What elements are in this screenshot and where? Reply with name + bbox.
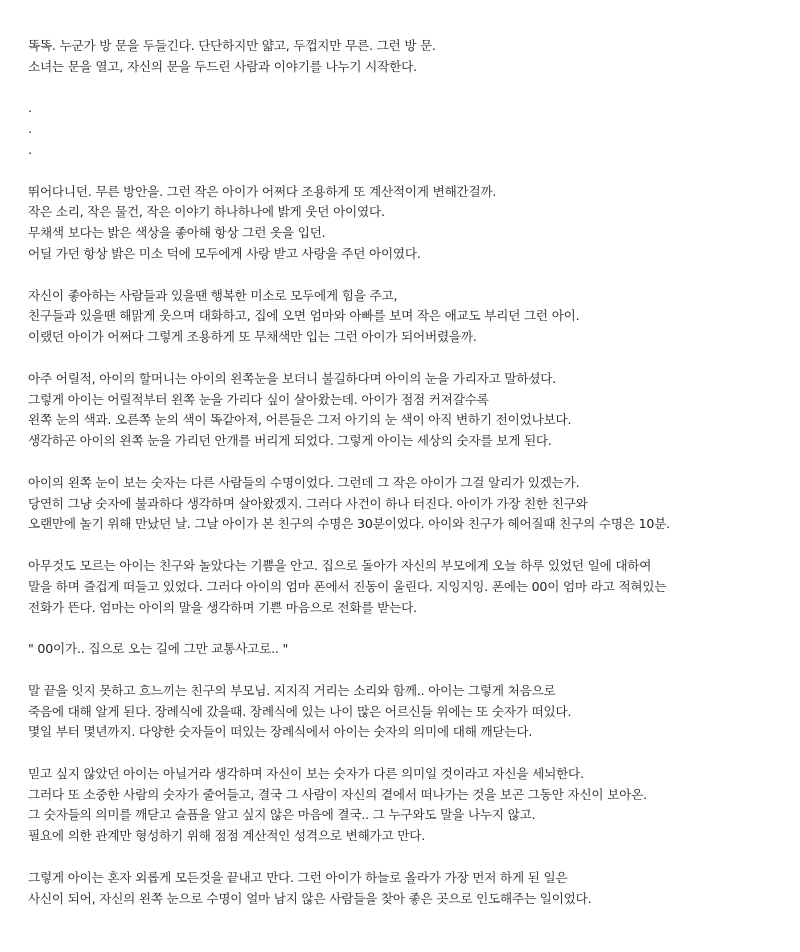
text-line: 아무것도 모르는 아이는 친구와 놀았다는 기쁨을 안고. 집으로 돌아가 자신의 부모에게 오늘 하루 있었던 일에 대하여 <box>28 557 652 573</box>
quote-line: " 00이가.. 집으로 오는 길에 그만 교통사고로.. " <box>28 641 289 657</box>
document-body <box>28 36 788 930</box>
text-line: 말을 하며 즐겁게 떠들고 있었다. 그러다 아이의 엄마 폰에서 진동이 울린다. 지잉지잉. 폰에는 00이 엄마 라고 적혀있는 <box>28 578 667 594</box>
text-line: 몇일 부터 몇년까지. 다양한 숫자들이 떠있는 장례식에서 아이는 숫자의 의미에 대해 깨닫는다. <box>28 724 533 740</box>
dialogue-quote <box>28 639 788 660</box>
dot-line: . <box>28 141 32 157</box>
dot-line: . <box>28 121 32 137</box>
text-line: 필요에 의한 관계만 형성하기 위해 점점 계산적인 성격으로 변해가고 만다. <box>28 828 425 844</box>
text-line: 그 숫자들의 의미를 깨닫고 슬픔을 알고 싶지 않은 마음에 결국.. 그 누구와도 말을 나누지 않고. <box>28 807 536 823</box>
dot-line: . <box>28 100 32 116</box>
text-line: 당연히 그냥 숫자에 불과하다 생각하며 살아왔겠지. 그러다 사건이 하나 터진다. 아이가 가장 친한 친구와 <box>28 495 588 511</box>
text-line: 아주 어릴적, 아이의 할머니는 아이의 왼쪽눈을 보더니 불길하다며 아이의 눈을 가리자고 말하셨다. <box>28 370 557 386</box>
paragraph-1 <box>28 36 788 78</box>
text-line: 아이의 왼쪽 눈이 보는 숫자는 다른 사람들의 수명이었다. 그런데 그 작은 아이가 그걸 알리가 있겠는가. <box>28 474 580 490</box>
text-line: 전화가 뜬다. 엄마는 아이의 말을 생각하며 기쁜 마음으로 전화를 받는다. <box>28 599 417 615</box>
text-line: 그렇게 아이는 어릴적부터 왼쪽 눈을 가리다 싶이 살아왔는데. 아이가 점점 커져갈수록 <box>28 391 489 407</box>
text-line: 그렇게 아이는 혼자 외롭게 모든것을 끝내고 만다. 그런 아이가 하늘로 올라가 가장 먼저 하게 된 일은 <box>28 869 568 885</box>
ellipsis-separator <box>28 98 788 160</box>
text-line: 왼쪽 눈의 색과. 오른쪽 눈의 색이 똑같아져, 어른들은 그저 아기의 눈 색이 아직 변하기 전이었나보다. <box>28 412 572 428</box>
text-line: 똑똑. 누군가 방 문을 두들긴다. 단단하지만 얇고, 두껍지만 무른. 그런 방 문. <box>28 38 436 53</box>
text-line: 어딜 가던 항상 밝은 미소 덕에 모두에게 사랑 받고 사랑을 주던 아이였다. <box>28 245 421 261</box>
paragraph-7 <box>28 681 788 743</box>
paragraph-5 <box>28 473 788 535</box>
text-line: 친구들과 있을땐 해맑게 웃으며 대화하고, 집에 오면 엄마와 아빠를 보며 작은 애교도 부리던 그런 아이. <box>28 308 580 324</box>
text-line: 무채색 보다는 밝은 색상을 좋아해 항상 그런 옷을 입던. <box>28 225 326 241</box>
paragraph-8 <box>28 764 788 847</box>
paragraph-3 <box>28 286 788 348</box>
text-line: 이랬던 아이가 어쩌다 그렇게 조용하게 또 무채색만 입는 그런 아이가 되어버렸을까. <box>28 329 477 345</box>
paragraph-6 <box>28 556 788 618</box>
text-line: 오랜만에 놀기 위해 만났던 날. 그날 아이가 본 친구의 수명은 30분이었다. 아이와 친구가 헤어질때 친구의 수명은 10분. <box>28 516 670 532</box>
paragraph-4 <box>28 369 788 452</box>
paragraph-2 <box>28 182 788 265</box>
text-line: 작은 소리, 작은 물건, 작은 이야기 하나하나에 밝게 웃던 아이였다. <box>28 204 385 220</box>
text-line: 그러다 또 소중한 사람의 숫자가 줄어들고, 결국 그 사람이 자신의 곁에서 떠나가는 것을 보곤 그동안 자신이 보아온. <box>28 786 647 802</box>
text-line: 생각하곤 아이의 왼쪽 눈을 가리던 안개를 버리게 되었다. 그렇게 아이는 세상의 숫자를 보게 된다. <box>28 433 552 449</box>
text-line: 뛰어다니던. 무른 방안을. 그런 작은 아이가 어쩌다 조용하게 또 계산적이게 변해간걸까. <box>28 183 497 199</box>
text-line: 자신이 좋아하는 사람들과 있을땐 행복한 미소로 모두에게 힘을 주고, <box>28 287 398 303</box>
text-line: 사신이 되어, 자신의 왼쪽 눈으로 수명이 얼마 남지 않은 사람들을 찾아 좋은 곳으로 인도해주는 일이었다. <box>28 890 592 906</box>
text-line: 말 끝을 잇지 못하고 흐느끼는 친구의 부모님. 지지직 거리는 소리와 함께.. 아이는 그렇게 처음으로 <box>28 682 556 698</box>
text-line: 믿고 싶지 않았던 아이는 아닐거라 생각하며 자신이 보는 숫자가 다른 의미일 것이라고 자신을 세뇌한다. <box>28 765 584 781</box>
text-line: 죽음에 대해 알게 된다. 장례식에 갔을때. 장례식에 있는 나이 많은 어르신들 위에는 또 숫자가 떠있다. <box>28 703 572 719</box>
text-line: 소녀는 문을 열고, 자신의 문을 두드린 사람과 이야기를 나누기 시작한다. <box>28 58 417 74</box>
paragraph-9 <box>28 868 788 910</box>
